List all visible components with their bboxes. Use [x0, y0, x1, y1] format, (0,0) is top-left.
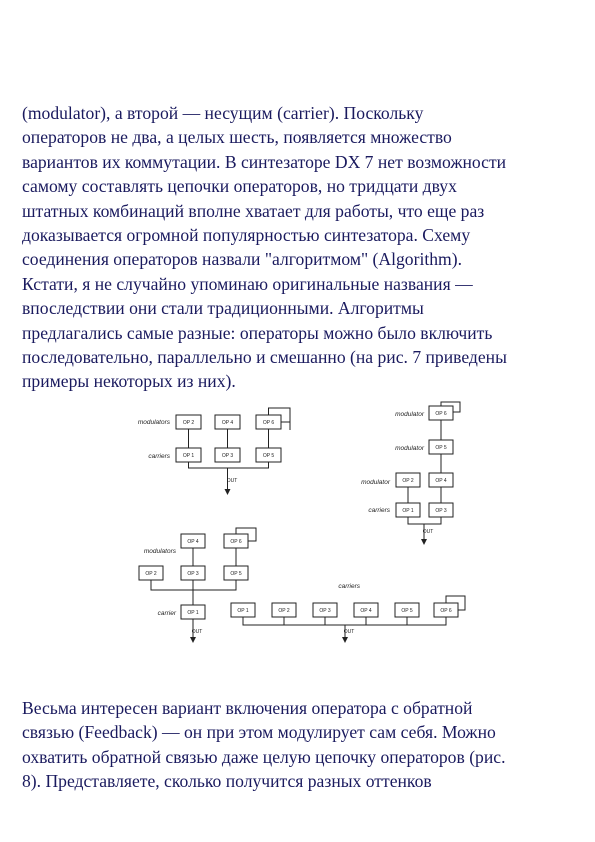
operator-label: OP 1: [402, 508, 414, 514]
operator-label: OP 1: [187, 610, 199, 616]
modulator-label: modulator: [395, 411, 424, 418]
text-line: самому составлять цепочки операторов, но тридцати двух: [22, 176, 457, 197]
text-line: примеры некоторых из них).: [22, 371, 236, 392]
operator-label: OP 2: [182, 420, 195, 426]
out-label: OUT: [226, 478, 238, 484]
modulator-label: modulator: [395, 445, 424, 452]
out-label: OUT: [422, 529, 434, 535]
text-line: соединения операторов назвали "алгоритмом" (Algorithm).: [22, 249, 462, 270]
carriers-label: carriers: [338, 583, 360, 590]
operator-label: OP 6: [230, 539, 242, 545]
text-line: 8). Представляете, сколько получится разных оттенков: [22, 771, 432, 792]
out-label: OUT: [343, 629, 355, 635]
text-line: Весьма интересен вариант включения оператора с обратной: [22, 698, 473, 718]
operator-label: OP 3: [435, 508, 447, 514]
text-line: доказывается огромной популярностью синтезатора. Схему: [22, 225, 471, 246]
text-line: последовательно, параллельно и смешанно (на рис. 7 приведены: [22, 347, 507, 368]
operator-label: OP 4: [360, 608, 372, 614]
operator-label: OP 1: [182, 453, 195, 459]
operator-label: OP 3: [319, 608, 331, 614]
operator-label: OP 5: [435, 445, 447, 451]
operator-label: OP 5: [262, 453, 275, 459]
text-line: связью (Feedback) — он при этом модулирует сам себя. Можно: [22, 722, 496, 743]
algorithm-4: [231, 583, 465, 640]
operator-label: OP 6: [435, 411, 447, 417]
operator-label: OP 1: [237, 608, 249, 614]
paragraph-top: [22, 101, 578, 394]
text-line: штатных комбинаций вполне хватает для работы, что еще раз: [22, 200, 485, 221]
operator-label: OP 2: [402, 478, 414, 484]
operator-label: OP 3: [187, 571, 199, 577]
algorithm-diagram-figure: [0, 400, 595, 660]
text-line: впоследствии они стали традиционными. Алгоритмы: [22, 298, 424, 319]
text-line: операторов не два, а целых шесть, появляется множество: [22, 127, 452, 148]
text-line: (modulator), а второй — несущим (carrier). Поскольку: [22, 103, 424, 123]
carrier-label: carrier: [157, 610, 176, 617]
text-line: Кстати, я не случайно упоминаю оригинальные названия —: [22, 273, 473, 294]
operator-label: OP 4: [187, 539, 199, 545]
out-label: OUT: [191, 629, 203, 635]
modulators-label: modulators: [143, 548, 176, 555]
algorithm-3: [139, 528, 256, 640]
carriers-label: carriers: [148, 453, 170, 460]
text-line: предлагались самые разные: операторы можно было включить: [22, 322, 493, 343]
operator-label: OP 2: [145, 571, 157, 577]
operator-label: OP 4: [435, 478, 447, 484]
algorithm-2: [361, 402, 460, 542]
modulator-label: modulator: [361, 479, 390, 486]
operator-label: OP 3: [221, 453, 234, 459]
text-line: вариантов их коммутации. В синтезаторе DX 7 нет возможности: [22, 151, 507, 172]
operator-label: OP 4: [221, 420, 234, 426]
paragraph-bottom: [22, 696, 578, 794]
operator-label: OP 2: [278, 608, 290, 614]
carriers-label: carriers: [368, 507, 390, 514]
operator-label: OP 6: [262, 420, 275, 426]
operator-label: OP 6: [440, 608, 452, 614]
operator-label: OP 5: [230, 571, 242, 577]
operator-label: OP 5: [401, 608, 413, 614]
text-line: охватить обратной связью даже целую цепочку операторов (рис.: [22, 746, 506, 767]
modulators-label: modulators: [137, 419, 170, 426]
algorithm-1: [138, 408, 290, 492]
